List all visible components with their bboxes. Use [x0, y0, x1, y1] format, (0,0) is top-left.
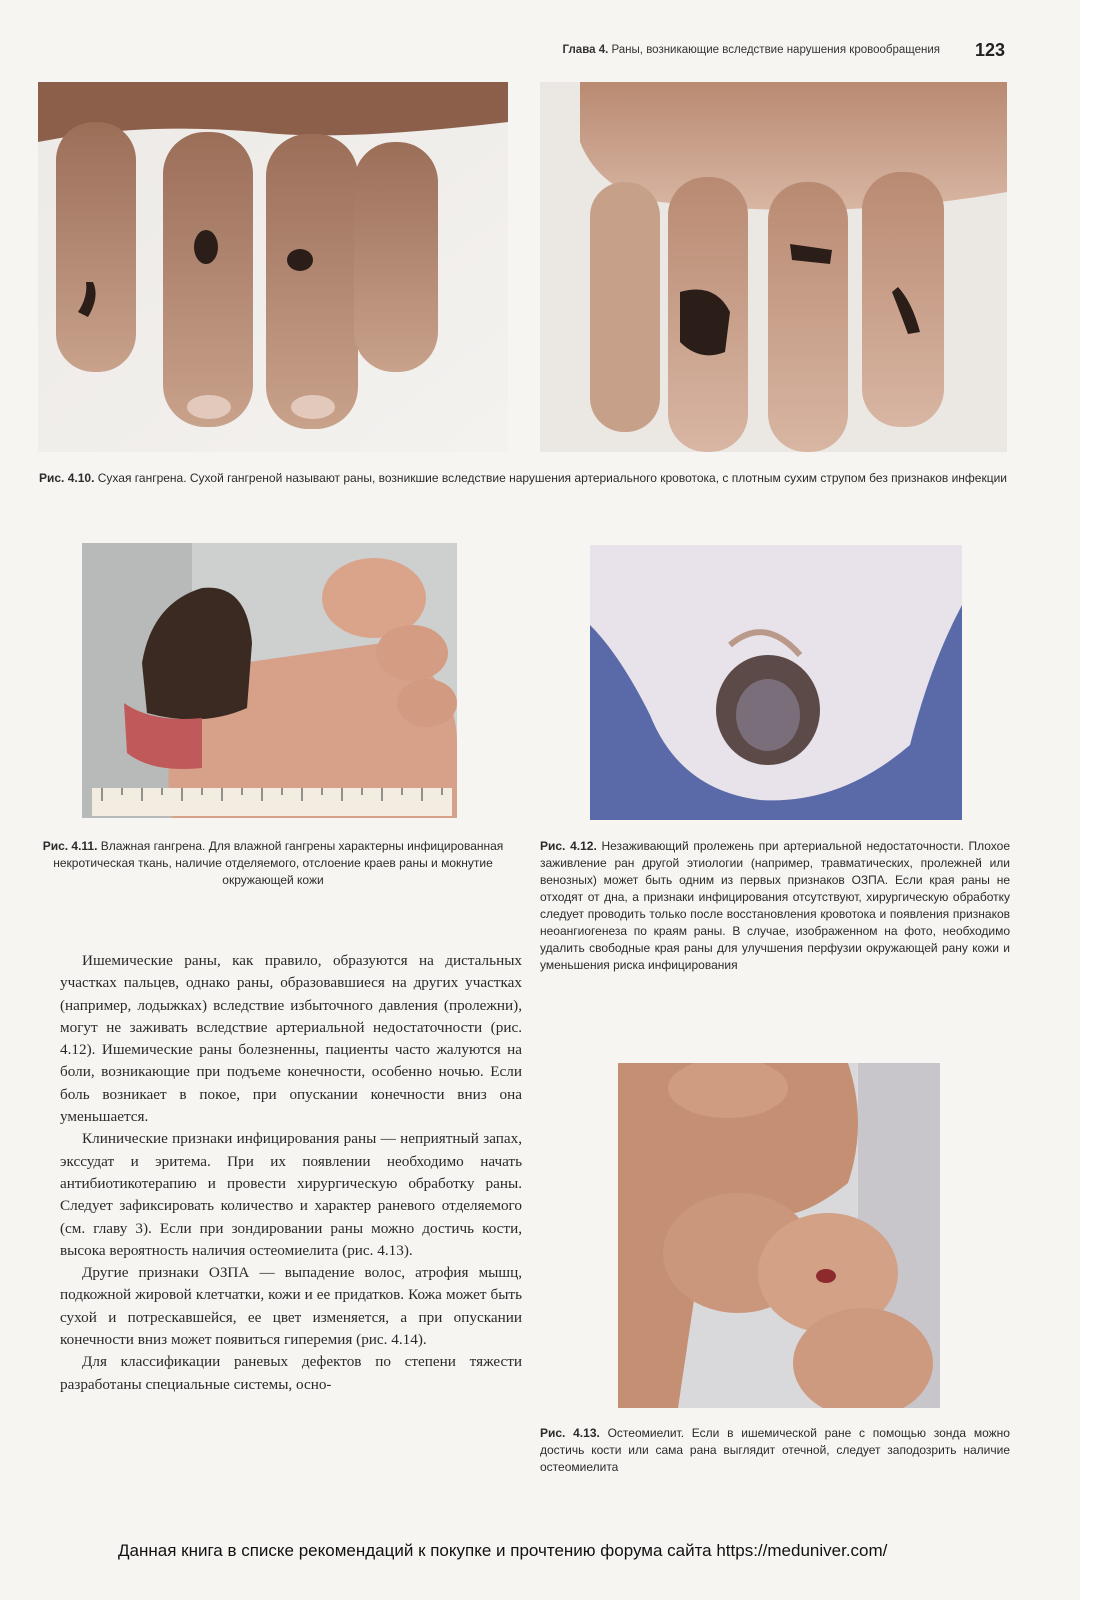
- caption-label: Рис. 4.13.: [540, 1426, 600, 1440]
- caption-fig-4-10: [38, 470, 1008, 487]
- caption-fig-4-11: [38, 838, 508, 889]
- caption-text: Незаживающий пролежень при артериальной недостаточности. Плохое заживление ран другой этиологии (например, травматических, пролежней или венозных) может быть одним из первых признаков ОЗПА. Если края раны не отходят от дна, а признаки инфицирования отсутствуют, хирургическую обработку следует проводить только после восстановления кровотока и появления признаков неоангиогенеза по краям раны. В случае, изображенном на фото, необходимо удалить свободные края раны для улучшения перфузии окружающей рану кожи и уменьшения риска инфицирования: [540, 839, 1010, 972]
- caption-text: Влажная гангрена. Для влажной гангрены характерны инфицированная некротическая ткань, наличие отделяемого, отслоение краев раны и мокнутие окружающей кожи: [53, 839, 504, 887]
- photo-wet-gangrene-foot: [82, 543, 457, 818]
- forum-recommendation-note: Данная книга в списке рекомендаций к покупке и прочтению форума сайта https://meduniver.com/: [118, 1541, 888, 1560]
- photo-osteomyelitis-toe: [618, 1063, 940, 1408]
- page-edge: [1080, 0, 1105, 1600]
- body-paragraph: Ишемические раны, как правило, образуются на дистальных участках пальцев, однако раны, образовавшиеся на других участках (например, лодыжках) вследствие избыточного давления (пролежни), могут не заживать вследствие артериальной недостаточности (рис. 4.12). Ишемические раны болезненны, пациенты часто жалуются на боли, возникающие при подъеме конечности, особенно ночью. Если боль возникает в покое, при опускании конечности вниз она уменьшается.: [60, 952, 522, 1126]
- page-number: 123: [975, 40, 1006, 60]
- caption-fig-4-13: [540, 1425, 1010, 1476]
- caption-text: Сухая гангрена. Сухой гангреной называют раны, возникшие вследствие нарушения артериального кровотока, с плотным сухим струпом без признаков инфекции: [97, 471, 1008, 485]
- chapter-title: Раны, возникающие вследствие нарушения кровообращения: [611, 44, 940, 56]
- caption-label: Рис. 4.11.: [42, 839, 98, 853]
- body-paragraph: Другие признаки ОЗПА — выпадение волос, атрофия мышц, подкожной жировой клетчатки, кожи и ее придатков. Кожа может быть сухой и потрескавшейся, ее цвет изменяется, а при опускании конечности вниз может появиться гиперемия (рис. 4.14).: [60, 1264, 522, 1349]
- photo-dry-gangrene-dorsal-hand: [38, 82, 508, 452]
- caption-label: Рис. 4.12.: [540, 839, 597, 853]
- photo-arterial-pressure-ulcer: [590, 545, 962, 820]
- caption-text: Остеомиелит. Если в ишемической ране с помощью зонда можно достичь кости или сама рана выглядит отечной, следует заподозрить наличие остеомиелита: [540, 1426, 1010, 1474]
- photo-dry-gangrene-palmar-hand: [540, 82, 1007, 452]
- body-paragraph: Клинические признаки инфицирования раны — неприятный запах, экссудат и эритема. При их появлении необходимо начать антибиотикотерапию и провести хирургическую обработку раны. Следует зафиксировать количество и характер раневого отделяемого (см. главу 3). Если при зондировании раны можно достичь кости, высока вероятность наличия остеомиелита (рис. 4.13).: [60, 1130, 522, 1259]
- chapter-label: Глава 4.: [562, 44, 609, 56]
- body-text-column: [60, 950, 522, 1396]
- running-head: [440, 44, 940, 56]
- caption-fig-4-12: [540, 838, 1010, 974]
- caption-label: Рис. 4.10.: [38, 471, 95, 485]
- body-paragraph: Для классификации раневых дефектов по степени тяжести разработаны специальные системы, осно-: [60, 1353, 522, 1393]
